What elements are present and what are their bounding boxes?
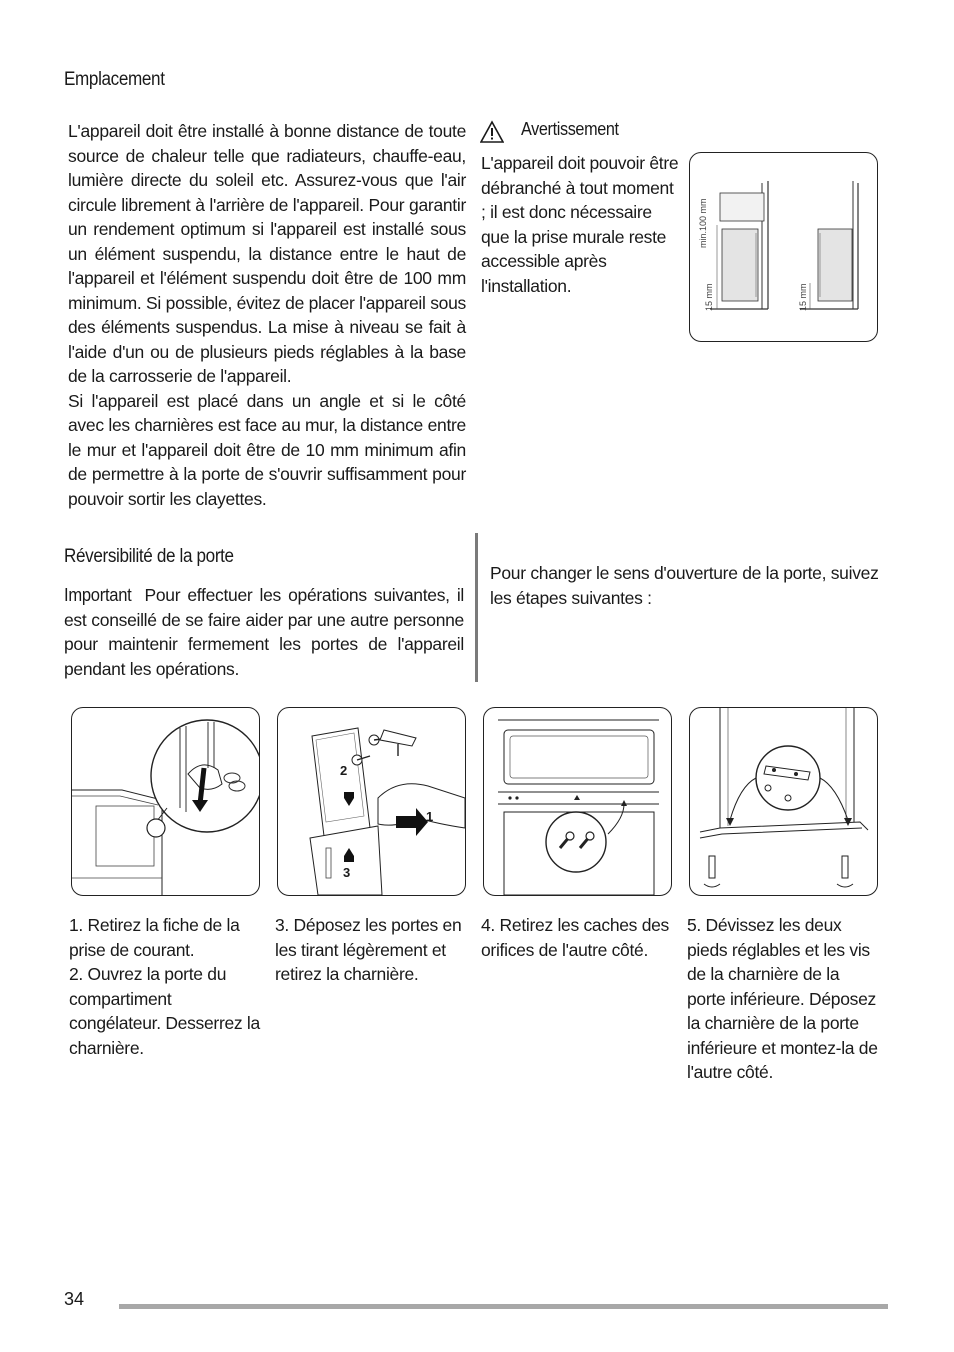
step-caption: 4. Retirez les caches des orifices de l'autre côté.: [481, 915, 670, 960]
important-label: Important: [64, 585, 132, 605]
step-caption-col1: [69, 913, 260, 1060]
warning-title: Avertissement: [521, 119, 619, 139]
warning-icon: [480, 120, 504, 144]
fig2-label-3: 3: [343, 865, 351, 880]
section-heading-emplacement: Emplacement: [64, 69, 165, 90]
clearance-label-bottom-left: 15 mm: [704, 283, 714, 311]
step-figure-4: [689, 707, 878, 896]
emplacement-paragraph: Si l'appareil est placé dans un angle et si le côté avec les charnières est face au mur, la distance entre le mur et l'appareil doit être de 10 mm minimum afin de permettre à la porte de s'ouvrir suffisamment pour pouvoir sortir les clayettes.: [68, 390, 466, 509]
step-figure-3: [483, 707, 672, 896]
footer-rule: [119, 1304, 888, 1309]
step-caption-col3: [481, 913, 672, 962]
important-note: [64, 583, 464, 681]
page-number: 34: [64, 1289, 85, 1309]
column-divider: [475, 533, 478, 682]
emplacement-text: [68, 119, 466, 511]
fig2-label-1: 1: [426, 809, 434, 824]
warning-text: L'appareil doit pouvoir être débranché à tout moment ; il est donc nécessaire que la prise murale reste accessible après l'installation.: [481, 153, 679, 296]
clearance-label-top: min.100 mm: [698, 198, 708, 248]
clearance-figure: [689, 152, 878, 342]
section-heading-reversibility: Réversibilité de la porte: [64, 546, 234, 567]
step-caption: 3. Déposez les portes en les tirant légèrement et retirez la charnière.: [275, 915, 462, 984]
step-caption: 5. Dévissez les deux pieds réglables et les vis de la charnière de la porte inférieure. Déposez la charnière de la porte inférieure et montez-la de l'autre côté.: [687, 915, 878, 1082]
step-figure-1: [71, 707, 260, 896]
fig2-label-2: 2: [340, 763, 348, 778]
emplacement-paragraph: L'appareil doit être installé à bonne distance de toute source de chaleur telle que radiateurs, chauffe-eau, lumière directe du soleil etc. Assurez-vous que l'air circule librement à l'arrière de l'appareil. Pour garantir un rendement optimum si l'appareil est installé sous un élément suspendu, la distance entre le haut de l'appareil et l'élément suspendu doit être de 100 mm minimum. Si possible, évitez de placer l'appareil sous des éléments suspendus. La mise à niveau se fait à l'aide d'un ou de plusieurs pieds réglables à la base de la carrosserie de l'appareil.: [68, 121, 466, 386]
step-caption: 1. Retirez la fiche de la prise de courant.: [69, 915, 240, 960]
step-caption-col4: [687, 913, 878, 1085]
important-text: Pour effectuer les opérations suivantes, il est conseillé de se faire aider par une autre personne pour maintenir fermement les portes de l'appareil pendant les opérations.: [64, 585, 464, 679]
step-caption-col2: [275, 913, 466, 987]
clearance-label-bottom-right: 15 mm: [798, 283, 808, 311]
reversibility-intro: Pour changer le sens d'ouverture de la porte, suivez les étapes suivantes :: [490, 563, 879, 608]
step-caption: 2. Ouvrez la porte du compartiment congélateur. Desserrez la charnière.: [69, 964, 260, 1058]
step-figure-2: [277, 707, 466, 896]
